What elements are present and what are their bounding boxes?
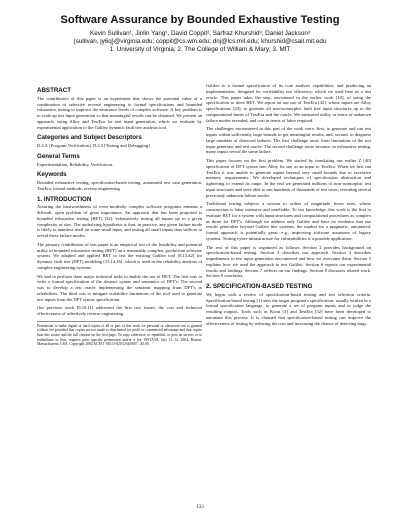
intro-paragraph-3: We had to perform three major technical tasks to enable the use of BET. The first was to write a formal specification of the abstract syntax and semantics of DFT's. The second was to develop a test oracle implementing the semantic mapping from DFT's to reliabilities. The third was to mitigate scalability limitations of the tool used to generate test inputs from the DFT syntax specification. <box>37 273 202 302</box>
right-paragraph-3: This paper focuses on the first problem. We started by translating our earlier Z [40] specification of DFT syntax into Alloy for use as an input to TestEra. When we first ran TestEra it was unable to generate inputs beyond very small bounds due to excessive memory requirements. We developed techniques of specification abstraction and tightening to extend its range. In the end we generated millions of non-isomorphic test input structures and were able to run hundreds of thousands of test cases, revealing several previously unknown failure modes. <box>206 158 371 198</box>
page-number: 133 <box>196 505 204 510</box>
author-emails: {sullivan, jy6q}@virginia.edu; coppit@cs.wm.edu; dnj@lcs.mit.edu; khurshid@csail.mit.edu <box>73 38 327 45</box>
abstract-text: The contribution of this paper is an experiment that shows the potential value of a combination of selective reverse engineering to formal specifications and bounded exhaustive testing to improve the assurance levels of complex software. A key problem is to scale up test input generation so that meaningful results can be obtained. We present an approach, using Alloy and TestEra for test input generation, which we evaluate by experimental application to the Galileo dynamic fault tree analysis tool. <box>37 95 202 130</box>
copyright-notice: Permission to make digital or hard copies of all or part of this work for personal or classroom use is granted without fee provided that copies are not made or distributed for profit or commercial advantage and that copies bear this notice and the full citation on the first page. To copy otherwise, or republish, to post on servers or to redistribute to lists, requires prior specific permission and/or a fee. ISSTA'04, July 11–14, 2004, Boston, Massachusetts, USA. Copyright 2004 ACM 1-58113-820-2/04/0007...$5.00. <box>37 321 202 347</box>
intro-paragraph-2: The primary contribution of this paper is an empirical test of the feasibility and potential utility of bounded exhaustive testing (BET) on a reasonably complex, production software system. We adapted and applied BET to test the existing Galileo tool [8,13,42] for dynamic fault tree (DFT) modeling [13,14,16], which is used in the reliability analysis of complex engineering systems. <box>37 241 202 270</box>
section-2-heading: 2. SPECIFICATION-BASED TESTING <box>206 283 313 290</box>
left-column <box>37 83 202 347</box>
right-column <box>206 83 371 329</box>
paper-title: Software Assurance by Bounded Exhaustive Testing <box>60 14 340 26</box>
intro-paragraph-4: Our previous work [9,10,11] addressed the first two issues: the cost and technical effectiveness of selectively reverse engineering <box>37 305 202 316</box>
right-paragraph-2: The challenges encountered in this part of the work were, first, to generate and run test inputs within sufficiently large bounds to get meaningful results, and, second, to diagnose large numbers of observed failures. The first challenge arose from limitations of the test input generator and test oracle. The second challenge arose because, in exhaustive testing, many inputs reveal the same failure. <box>206 126 371 155</box>
abstract-heading: ABSTRACT <box>37 87 72 94</box>
categories-heading: Categories and Subject Descriptors <box>37 134 142 142</box>
intro-paragraph-1: Assuring the trustworthiness of even modestly complex software programs remains a difficult, open problem of great importance. An approach that has been proposed is bounded exhaustive testing (BET) [32]: exhaustively testing all inputs up to a given complexity or size. The underlying hypothesis is that, in practice, any given failure mode is likely to manifest itself on some small input, and testing all small inputs thus suffices to reveal these failure modes. <box>37 204 202 238</box>
right-paragraph-4: Traditional testing subjects a system to orders of magnitude fewer tests, whose construction is labor intensive and unreliable. To our knowledge, this work is the first to evaluate BET for a system with input structures and computational procedures as complex as those for DFT's. Although we address only Galileo and have no evidence that our results generalize beyond Galileo like systems, the market for a pragmatic, automated, formal approach is potentially great, e.g., improving software assurance of legacy systems. Testing cyber-infrastructure for vulnerabilities is a possible application. <box>206 201 371 241</box>
right-paragraph-1: Galileo to a formal specification of its core analysis capabilities, and producing an implementation, designed for verifiability not efficiency, which we used here as a test oracle. This paper takes the step, envisioned in the earlier work [10], of using the specification to drive BET. We report on our use of TestEra [32], whose inputs are Alloy specifications [23], to generate all non-isomorphic fault tree input structures up to the computational limits of TestEra and the oracle. We measured utility in terms of unknown failure modes revealed, and cost in terms of labor required. <box>206 83 371 123</box>
categories-text: D.2.4. [Program Verification]; D.2.5 [Testing and Debugging]. <box>37 143 151 148</box>
keywords-heading: Keywords <box>37 171 67 179</box>
author-names: Kevin Sullivan¹, Jinlin Yang¹, David Coppit², Sarfraz Khurshid³, Daniel Jackson³ <box>90 30 310 37</box>
author-affiliations: 1. University of Virginia; 2. The College of William & Mary; 3. MIT <box>109 46 291 53</box>
keywords-text: Bounded exhaustive testing, specification-based testing, automated test case generation, TestEra, formal methods, reverse engineering <box>37 180 202 191</box>
right-paragraph-5: The rest of this paper is organized as follows. Section 2 provides background on specification-based testing. Section 3 describes our approach. Section 4 describes impediments to test input generation encountered and how we overcame them. Section 5 explains how we used the approach to test Galileo. Section 6 reports our experimental results and findings. Section 7 reflects on our findings. Section 8 discusses related work. Section 9 concludes. <box>206 244 371 279</box>
introduction-heading: 1. INTRODUCTION <box>37 195 92 203</box>
right-paragraph-6: We begin with a review of specification-based testing and test selection criteria. Specification-based testing [1] uses the target program's specification, usually written in a formal specification language, to generate a set of program inputs and to judge the resulting outputs. Tools such as Korat [3] and TestEra [32] have been developed to automate this process. It is claimed that specification-based testing can improve the effectiveness of testing by reducing the cost and increasing the chance of detecting bugs. <box>206 291 371 326</box>
terms-text: Experimentation, Reliability, Verification. <box>37 161 114 167</box>
terms-heading: General Terms <box>37 152 80 160</box>
author-block <box>0 30 400 54</box>
